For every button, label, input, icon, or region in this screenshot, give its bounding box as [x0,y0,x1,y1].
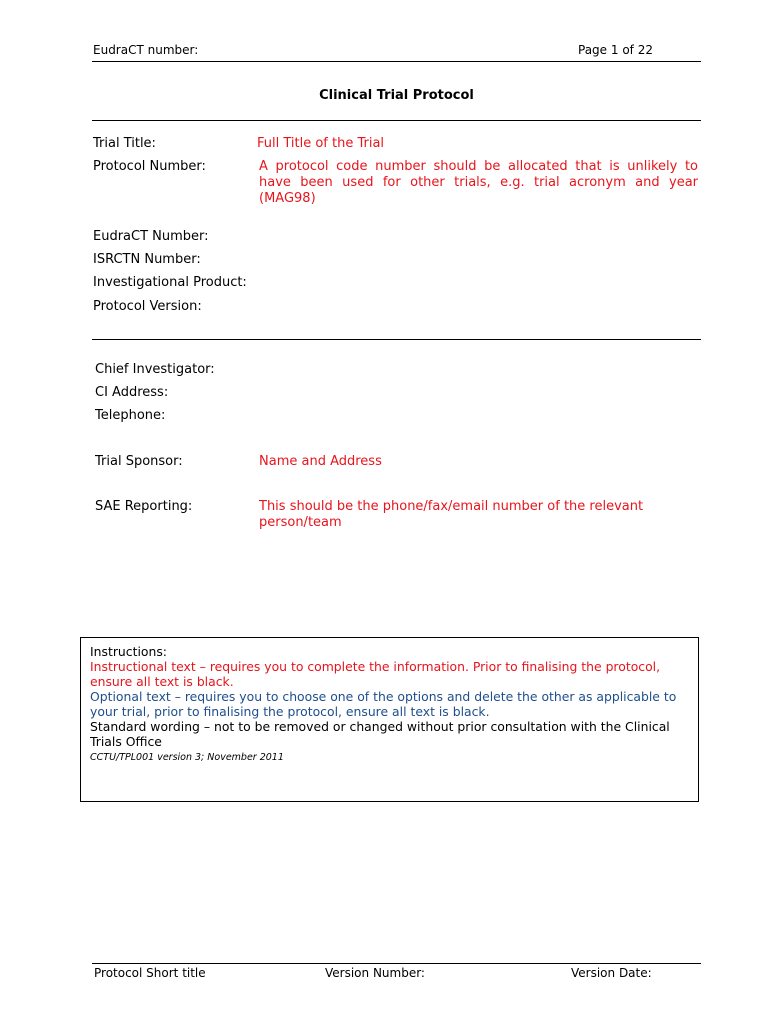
header-rule [92,61,701,62]
footer-short-title: Protocol Short title [94,966,206,980]
instructions-heading: Instructions: [90,644,167,659]
chief-investigator-label: Chief Investigator: [95,362,215,377]
instructions-box [80,637,699,802]
document-title: Clinical Trial Protocol [319,88,474,103]
sae-reporting-value: This should be the phone/fax/email number of the relevant person/team [259,499,644,530]
optional-text: Optional text – requires you to choose one of the options and delete the other as applicable to your trial, prior to finalising the protocol, ensure all text is black. [90,689,677,719]
isrctn-number-label: ISRCTN Number: [93,252,201,267]
title-rule [92,120,701,121]
telephone-label: Telephone: [95,408,166,423]
investigational-product-label: Investigational Product: [93,275,247,290]
protocol-number-label: Protocol Number: [93,159,206,174]
trial-title-value: Full Title of the Trial [257,136,385,151]
standard-wording-text: Standard wording – not to be removed or changed without prior consultation with the Clinical Trials Office [90,719,670,749]
sae-reporting-label: SAE Reporting: [95,499,193,514]
trial-title-label: Trial Title: [93,136,156,151]
footer-version-number: Version Number: [325,966,425,980]
header-eudract-label: EudraCT number: [93,43,199,57]
protocol-number-value: A protocol code number should be allocated that is unlikely to have been used for other trials, e.g. trial acronym and year (MAG98) [259,159,698,206]
instructional-text: Instructional text – requires you to complete the information. Prior to finalising the protocol, ensure all text is black. [90,659,661,689]
trial-sponsor-label: Trial Sponsor: [95,454,183,469]
footer-version-date: Version Date: [571,966,652,980]
trial-sponsor-value: Name and Address [259,454,382,469]
ci-address-label: CI Address: [95,385,169,400]
protocol-version-label: Protocol Version: [93,299,202,314]
section-rule [92,339,701,340]
page-number: Page 1 of 22 [578,43,653,57]
template-version: CCTU/TPL001 version 3; November 2011 [90,752,284,763]
eudract-number-label: EudraCT Number: [93,229,209,244]
footer-rule [92,963,701,964]
